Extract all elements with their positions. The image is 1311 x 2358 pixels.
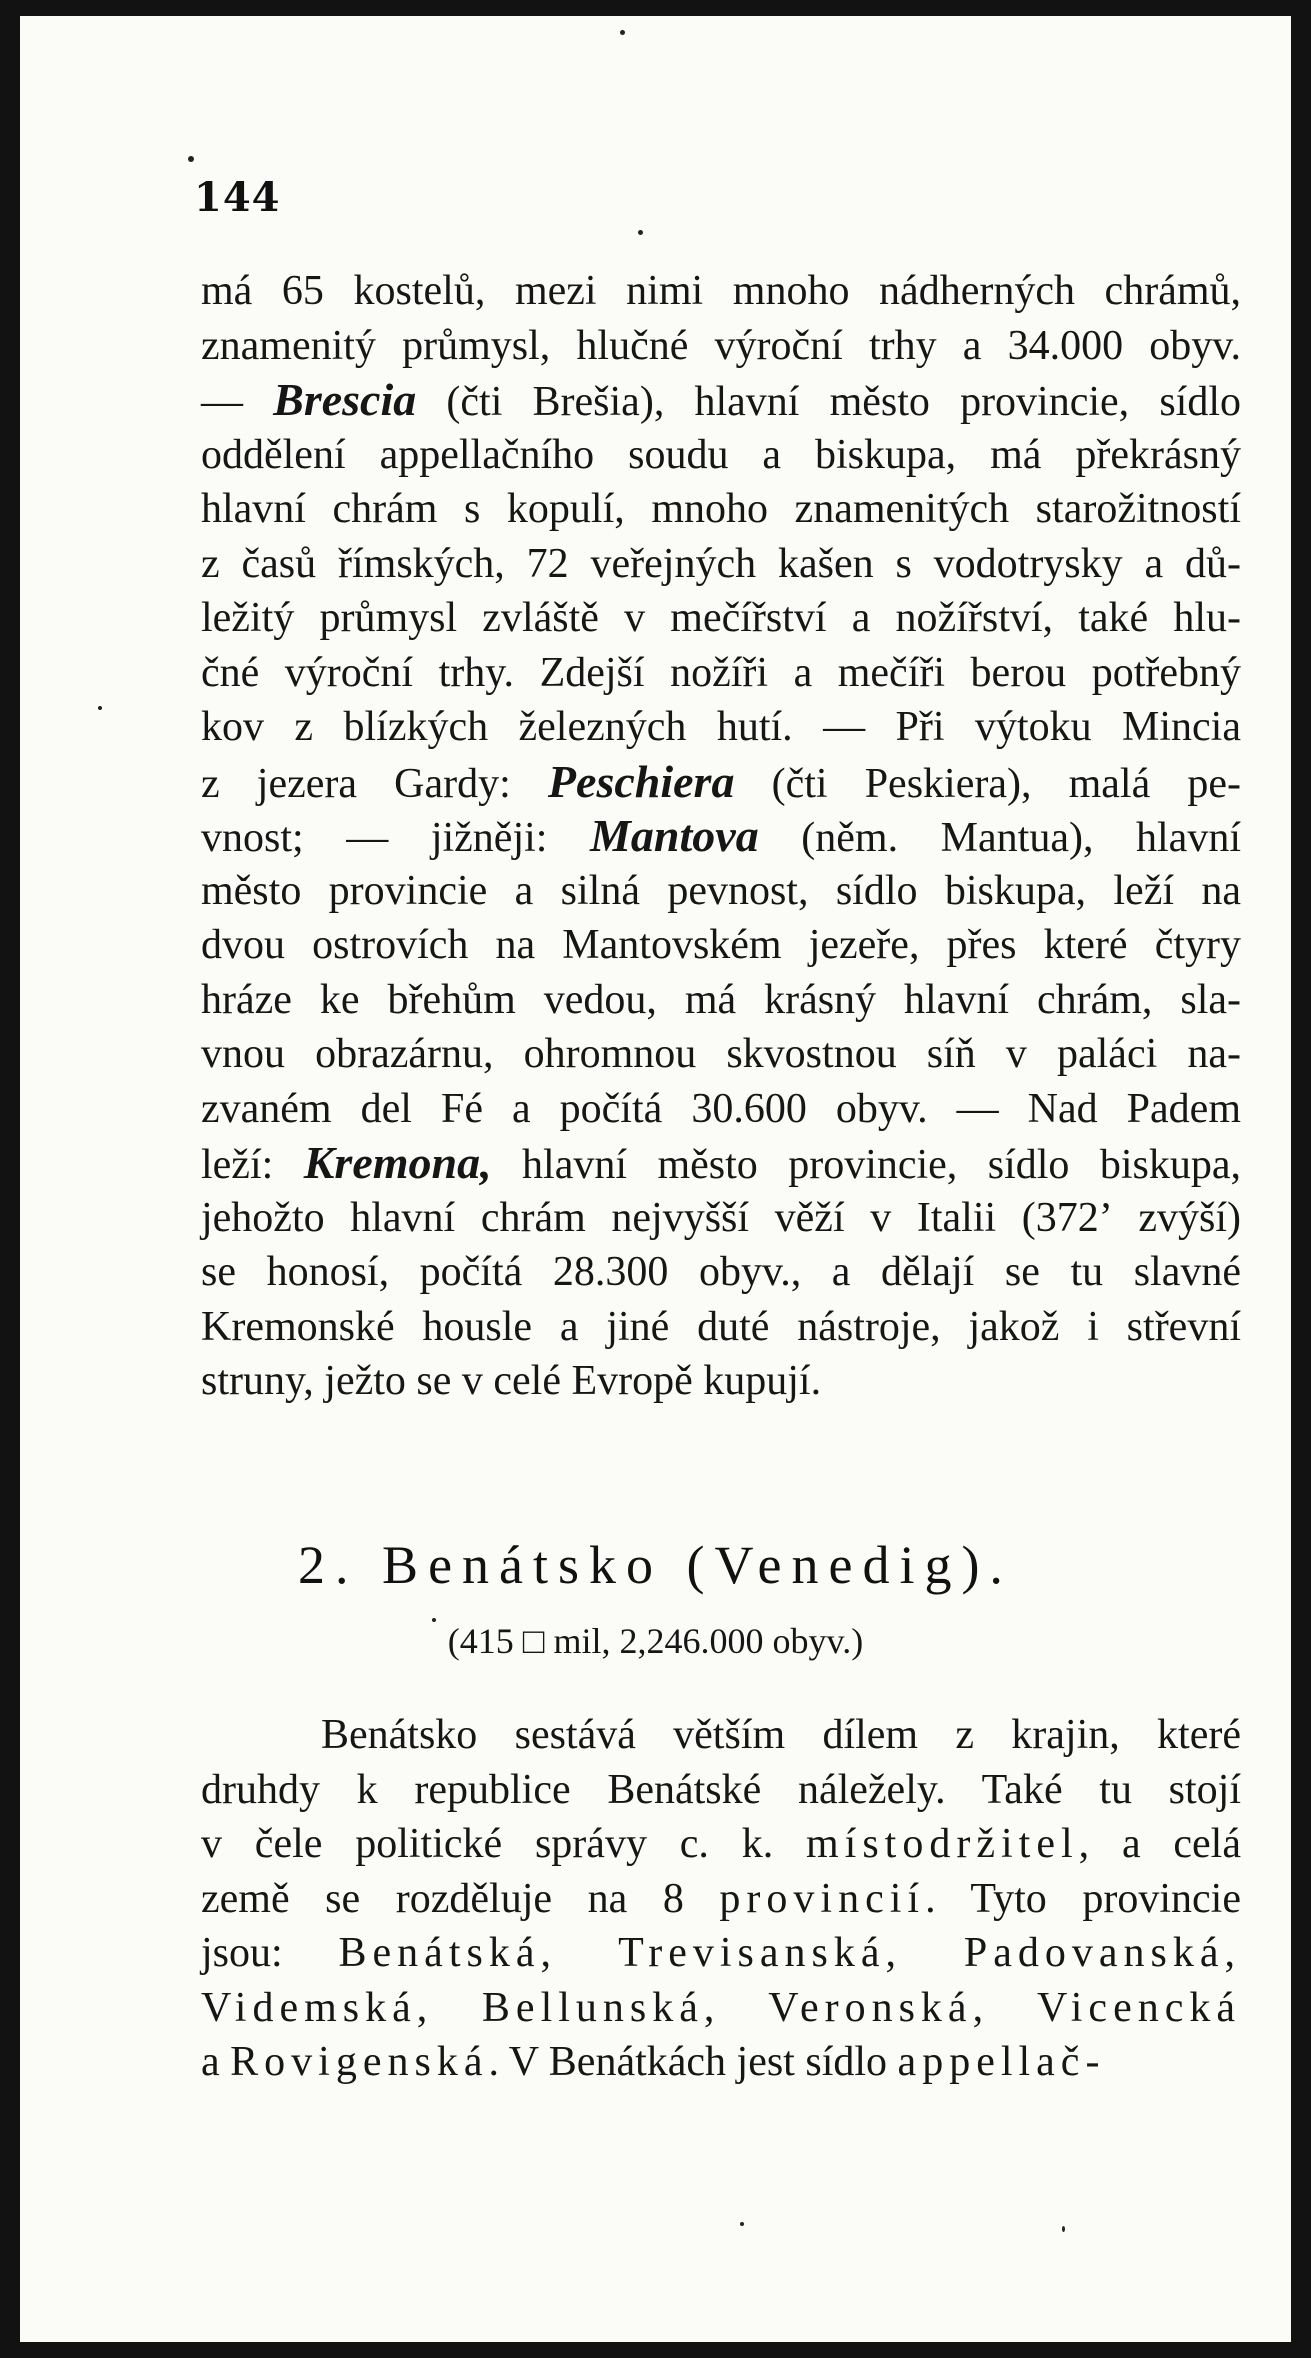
text-fragment: , a celá — [1078, 1821, 1241, 1867]
book-page — [20, 16, 1291, 2342]
text-line: se honosí, počítá 28.300 obyv., a dělají se tu slavné — [201, 1249, 1241, 1295]
page-number: 144 — [194, 174, 281, 221]
text-line: čné výroční trhy. Zdejší nožíři a mečíři berou potřebný — [201, 649, 1241, 696]
text-line: oddělení appellačního soudu a biskupa, má překrásný — [201, 431, 1241, 478]
scan-speck — [98, 706, 102, 710]
spaced-term: Rovigenská — [230, 2039, 489, 2085]
text-fragment: jsou: — [201, 1930, 339, 1976]
section-subtitle: (415 □ mil, 2,246.000 obyv.) — [447, 1621, 864, 1661]
text-fragment: země se rozděluje na 8 — [201, 1875, 720, 1922]
spaced-term: provincií — [719, 1875, 926, 1922]
text-fragment: . Tyto provincie — [925, 1875, 1241, 1922]
text-line: zvaném del Fé a počítá 30.600 obyv. — Nad Padem — [201, 1085, 1241, 1132]
text-line: hlavní chrám s kopulí, mnoho znamenitých starožitností — [201, 486, 1241, 532]
text-line — [201, 1872, 1241, 1927]
paragraph-1 — [201, 264, 1241, 1409]
text-line: dvou ostrovích na Mantovském jezeře, přes které čtyry — [201, 922, 1241, 968]
text-fragment: (čti Brešia), hlavní město provincie, sídlo — [416, 379, 1242, 425]
text-fragment: (čti Peskiera), malá pe- — [734, 760, 1241, 807]
text-line: ležitý průmysl zvláště v mečířství a nožířství, také hlu- — [201, 595, 1241, 641]
text-line: kov z blízkých železných hutí. — Při výtoku Mincia — [201, 704, 1241, 750]
text-fragment: a — [201, 2039, 231, 2085]
text-line: Benátsko sestává větším dílem z krajin, které — [321, 1712, 1241, 1758]
text-line: město provincie a silná pevnost, sídlo biskupa, leží na — [201, 867, 1241, 914]
text-fragment: vnost; — jižněji: — [201, 815, 591, 861]
text-fragment: z jezera Gardy: — [201, 760, 548, 807]
text-fragment: leží: — [201, 1142, 304, 1188]
section-paragraph — [201, 1708, 1241, 2090]
text-line — [201, 1136, 1241, 1191]
text-line: Kremonské housle a jiné duté nástroje, jakož i střevní — [201, 1303, 1241, 1350]
section-title: 2. Benátsko (Venedig). — [298, 1535, 1013, 1595]
scan-speck — [620, 30, 625, 35]
text-line — [201, 755, 1241, 810]
text-fragment: — — [201, 379, 274, 425]
text-line — [201, 1926, 1241, 1981]
place-name-brescia: Brescia — [273, 374, 417, 425]
text-line: druhdy k republice Benátské náležely. Také tu stojí — [201, 1766, 1241, 1813]
scan-speck — [188, 156, 194, 162]
text-line — [201, 2035, 1241, 2090]
text-fragment: hlavní město provincie, sídlo biskupa, — [491, 1142, 1242, 1188]
place-name-kremona: Kremona, — [303, 1137, 492, 1188]
text-line: vnou obrazárnu, ohromnou skvostnou síň v paláci na- — [201, 1031, 1241, 1077]
text-fragment: (něm. Mantua), hlavní — [758, 815, 1241, 861]
spaced-term: Benátská, Trevisanská, Padovanská, — [338, 1930, 1241, 1976]
spaced-term: Videmská, Bellunská, Veronská, Vicencká — [201, 1984, 1241, 2031]
text-line: jehožto hlavní chrám nejvyšší věží v Italii (372ʼ zvýší) — [201, 1194, 1241, 1241]
text-fragment: . V Benátkách jest sídlo — [488, 2039, 898, 2085]
text-line: struny, ježto se v celé Evropě kupují. — [201, 1358, 822, 1404]
scan-speck — [1062, 2226, 1065, 2232]
text-line: hráze ke břehům vedou, má krásný hlavní chrám, sla- — [201, 976, 1241, 1023]
scan-speck — [740, 2222, 744, 2226]
spaced-term: appellač- — [897, 2039, 1106, 2085]
text-line: z časů římských, 72 veřejných kašen s vodotrysky a dů- — [201, 540, 1241, 587]
text-fragment: v čele politické správy c. k. — [201, 1821, 806, 1867]
scan-speck — [638, 230, 643, 235]
text-line — [201, 809, 1241, 864]
place-name-mantova: Mantova — [590, 810, 759, 861]
text-line — [201, 373, 1241, 428]
text-line — [201, 1817, 1241, 1872]
spaced-term: místodržitel — [806, 1821, 1079, 1867]
text-line: má 65 kostelů, mezi nimi mnoho nádherných chrámů, — [201, 268, 1241, 314]
place-name-peschiera: Peschiera — [547, 755, 735, 807]
text-line: znamenitý průmysl, hlučné výroční trhy a 34.000 obyv. — [201, 322, 1241, 369]
scan-speck — [432, 1618, 436, 1622]
text-line — [201, 1981, 1241, 2036]
